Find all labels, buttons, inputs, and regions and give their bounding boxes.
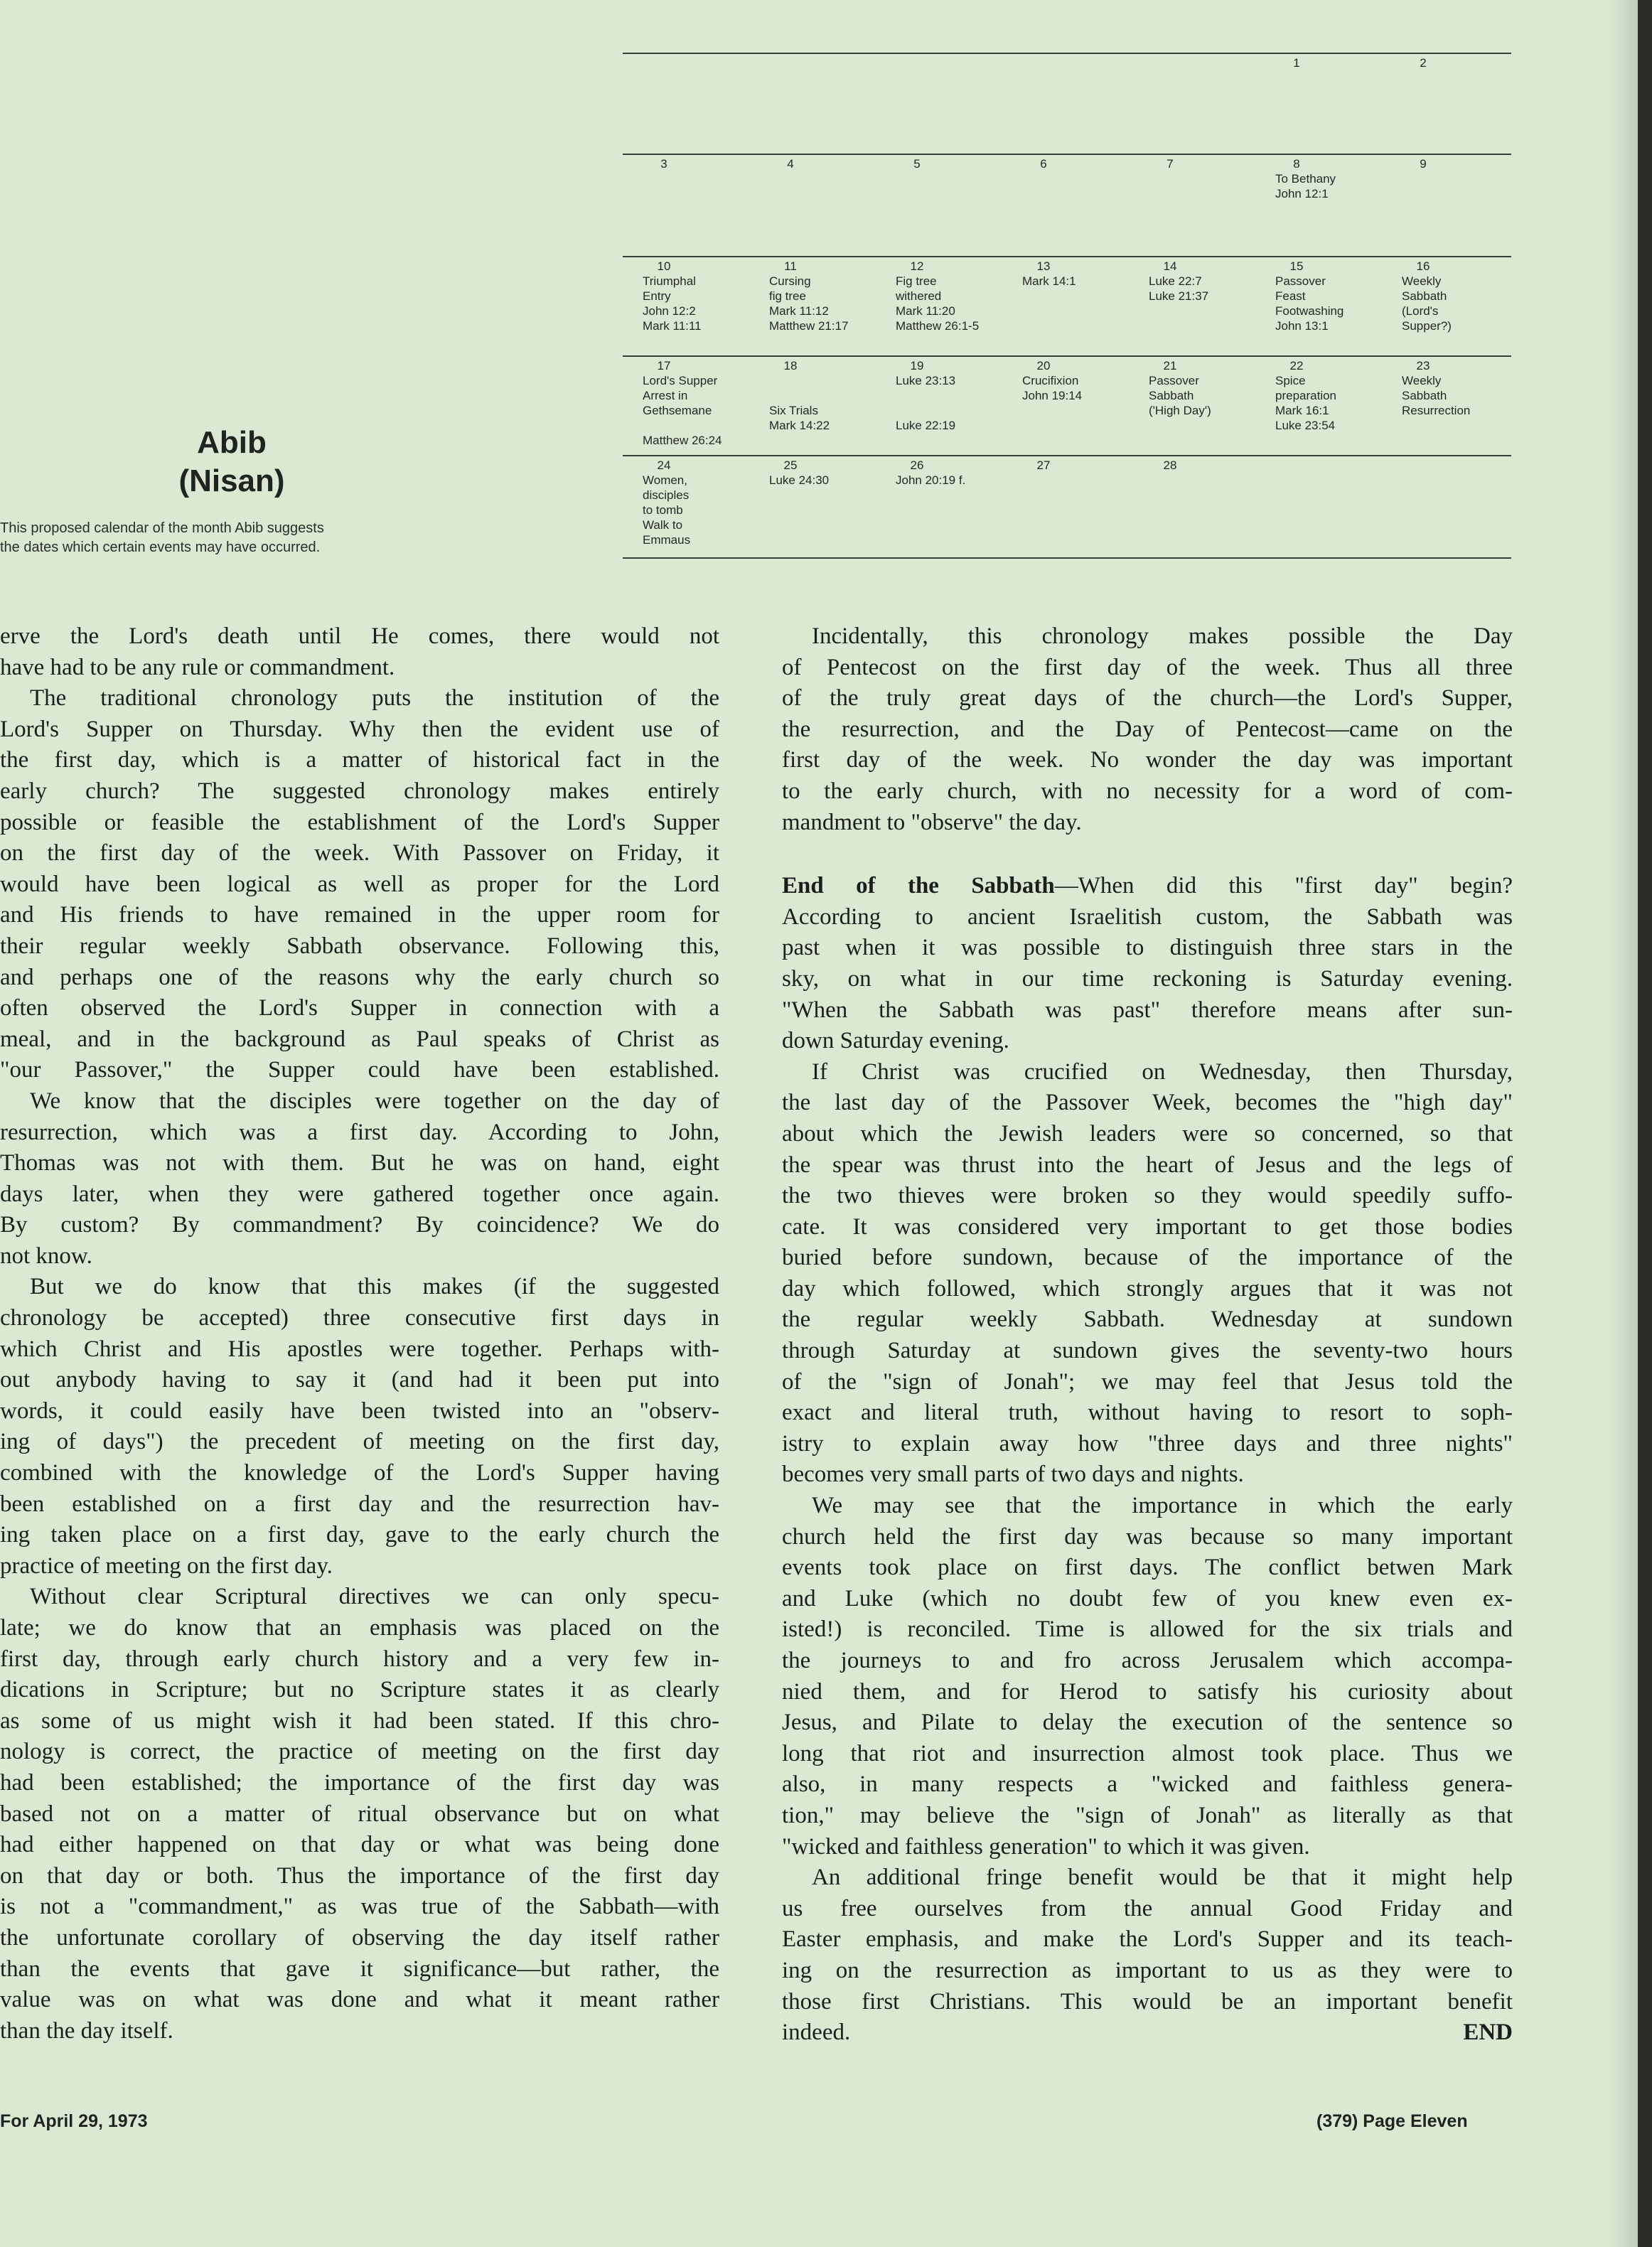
calendar-day-events: To Bethany John 12:1 — [1275, 172, 1336, 200]
calendar-day-cell — [896, 458, 1022, 488]
article-line: Incidentally, this chronology makes possible the Day — [812, 623, 1513, 649]
calendar-row-rule — [623, 355, 1511, 357]
article-line: the journeys to and fro across Jerusalem which accompa- — [782, 1648, 1513, 1673]
calendar-day-number: 4 — [787, 157, 794, 171]
article-line: cate. It was considered very important to get those bodies — [782, 1213, 1513, 1240]
article-line: of the truly great days of the church—the Lord's Supper, — [782, 685, 1513, 712]
calendar-day-cell — [1402, 358, 1528, 418]
article-line: words, it could easily have been twisted into an "observ- — [0, 1398, 719, 1424]
calendar-day-cell — [769, 259, 896, 333]
article-line: than the events that gave it significance—but rather, the — [0, 1956, 719, 1982]
article-line: of the "sign of Jonah"; we may feel that Jesus told the — [782, 1368, 1513, 1395]
calendar-title-line: Abib — [197, 425, 267, 460]
calendar-day-number: 16 — [1416, 259, 1430, 273]
article-line: on the first day of the week. With Passover on Friday, it — [0, 840, 719, 867]
calendar-day-cell — [643, 458, 769, 547]
article-line: "wicked and faithless generation" to which it was given. — [782, 1833, 1310, 1860]
article-line: past when it was possible to distinguish three stars in the — [782, 935, 1513, 961]
article-line: meal, and in the background as Paul speaks of Christ as — [0, 1026, 719, 1052]
calendar-day-cell — [769, 458, 896, 488]
article-left-column — [0, 621, 719, 2047]
calendar-day-number: 2 — [1420, 56, 1427, 70]
calendar-day-cell — [643, 358, 769, 448]
article-line: and His friends to have remained in the upper room for — [0, 902, 719, 928]
article-line: Lord's Supper on Thursday. Why then the evident use of — [0, 716, 719, 742]
article-line: We may see that the importance in which the early — [812, 1493, 1513, 1519]
calendar-day-cell — [1275, 55, 1402, 70]
calendar-day-cell — [896, 259, 1022, 333]
article-line: According to ancient Israelitish custom, the Sabbath was — [782, 903, 1513, 930]
article-line: out anybody having to say it (and had it been put into — [0, 1367, 719, 1393]
calendar-day-number: 26 — [910, 458, 924, 472]
calendar-day-number: 7 — [1166, 157, 1174, 171]
calendar-caption-line: the dates which certain events may have occurred. — [0, 540, 321, 555]
calendar-title — [161, 424, 303, 500]
article-line: day which followed, which strongly argues that it was not — [782, 1275, 1513, 1302]
calendar-day-number: 23 — [1416, 359, 1430, 372]
article-line: exact and literal truth, without having to resort to soph- — [782, 1400, 1513, 1426]
calendar-title-subline: (Nisan) — [178, 463, 285, 498]
article-line: which Christ and His apostles were together. Perhaps with- — [0, 1336, 719, 1362]
calendar-day-number: 10 — [657, 259, 671, 273]
article-line: practice of meeting on the first day. — [0, 1552, 333, 1579]
article-line: first day of the week. No wonder the day was important — [782, 747, 1513, 773]
calendar-day-cell — [1022, 358, 1149, 403]
article-line: early church? The suggested chronology makes entirely — [0, 778, 719, 804]
calendar-day-cell — [896, 358, 1022, 433]
article-line: long that riot and insurrection almost took place. Thus we — [782, 1740, 1513, 1766]
calendar-day-events: Luke 24:30 — [769, 473, 830, 487]
article-line: sky, on what in our time reckoning is Saturday evening. — [782, 965, 1513, 992]
article-line: have had to be any rule or commandment. — [0, 654, 395, 680]
article-line: chronology be accepted) three consecutive first days in — [0, 1305, 719, 1331]
calendar-day-events: Lord's Supper Arrest in Gethsemane Matthew 26:24 — [643, 374, 722, 447]
article-line: istry to explain away how "three days and three nights" — [782, 1430, 1513, 1457]
calendar-day-events: Mark 14:1 — [1022, 274, 1076, 288]
article-line: erve the Lord's death until He comes, there would not — [0, 623, 719, 649]
article-line: days later, when they were gathered together once again. — [0, 1181, 719, 1207]
calendar-day-number: 24 — [657, 458, 671, 472]
article-line: to the early church, with no necessity for a word of com- — [782, 778, 1513, 804]
calendar-day-cell — [769, 156, 896, 171]
calendar-row-rule — [623, 256, 1511, 257]
article-line: based not on a matter of ritual observance but on what — [0, 1801, 719, 1827]
calendar-day-number: 6 — [1040, 157, 1047, 171]
calendar-day-events: Cursing fig tree Mark 11:12 Matthew 21:17 — [769, 274, 849, 333]
article-line: the regular weekly Sabbath. Wednesday at sundown — [782, 1307, 1513, 1333]
binding-shadow — [1609, 0, 1638, 2247]
calendar-row-rule — [623, 455, 1511, 456]
calendar-day-events: Passover Sabbath ('High Day') — [1149, 374, 1211, 417]
article-line: often observed the Lord's Supper in connection with a — [0, 995, 719, 1021]
calendar-day-cell — [1149, 156, 1275, 171]
article-line: combined with the knowledge of the Lord's Supper having — [0, 1460, 719, 1486]
calendar-day-cell — [1022, 156, 1149, 171]
calendar-day-cell — [643, 259, 769, 333]
calendar-day-cell — [896, 156, 1022, 171]
calendar-day-number: 8 — [1293, 157, 1300, 171]
article-line: on that day or both. Thus the importance of the first day — [0, 1862, 719, 1889]
article-line: as some of us might wish it had been stated. If this chro- — [0, 1707, 719, 1734]
article-line: dications in Scripture; but no Scripture states it as clearly — [0, 1677, 719, 1703]
calendar-day-events: John 20:19 f. — [896, 473, 966, 487]
article-line: those first Christians. This would be an important benefit — [782, 1988, 1513, 2015]
article-line: buried before sundown, because of the importance of the — [782, 1245, 1513, 1271]
calendar-day-cell — [1402, 156, 1528, 171]
article-line: about which the Jewish leaders were so concerned, so that — [782, 1120, 1513, 1147]
article-line: But we do know that this makes (if the suggested — [30, 1274, 719, 1300]
article-line: the first day, which is a matter of historical fact in the — [0, 747, 719, 773]
article-line: the spear was thrust into the heart of Jesus and the legs of — [782, 1152, 1513, 1178]
calendar-day-number: 12 — [910, 259, 924, 273]
calendar-day-number: 1 — [1293, 56, 1300, 70]
article-line: not know. — [0, 1243, 92, 1269]
article-line: first day, through early church history and a very few in- — [0, 1646, 719, 1672]
article-line — [782, 2017, 1513, 2049]
article-line: of Pentecost on the first day of the week. Thus all three — [782, 654, 1513, 680]
article-line: ing of days") the precedent of meeting on the first day, — [0, 1429, 719, 1455]
calendar-day-cell — [1022, 259, 1149, 289]
binding-edge — [1638, 0, 1652, 2247]
article-line: the two thieves were broken so they would speedily suffo- — [782, 1183, 1513, 1209]
calendar-day-events: Six Trials Mark 14:22 — [769, 404, 830, 432]
calendar-day-cell — [1402, 55, 1528, 70]
article-line: had been established; the importance of the first day was — [0, 1769, 719, 1796]
article-line: and perhaps one of the reasons why the early church so — [0, 964, 719, 990]
calendar-caption-line: This proposed calendar of the month Abib suggests — [0, 520, 324, 536]
calendar-day-cell — [1149, 458, 1275, 473]
calendar-day-number: 27 — [1036, 458, 1051, 472]
article-line: Thomas was not with them. But he was on hand, eight — [0, 1150, 719, 1176]
section-subhead-line — [782, 871, 1513, 902]
calendar-day-cell — [769, 358, 896, 433]
calendar-day-events: Weekly Sabbath (Lord's Supper?) — [1402, 274, 1452, 333]
article-line: value was on what was done and what it meant rather — [0, 1987, 719, 2013]
calendar-day-number: 28 — [1163, 458, 1177, 472]
article-line: mandment to "observe" the day. — [782, 809, 1082, 835]
calendar-day-cell — [1402, 259, 1528, 333]
calendar-day-events: Weekly Sabbath Resurrection — [1402, 374, 1471, 417]
article-line: the unfortunate corollary of observing the day itself rather — [0, 1924, 719, 1951]
article-line: late; we do know that an emphasis was placed on the — [0, 1615, 719, 1641]
calendar-day-number: 3 — [660, 157, 667, 171]
calendar-day-number: 9 — [1420, 157, 1427, 171]
article-line: The traditional chronology puts the institution of the — [30, 685, 719, 712]
article-line: events took place on first days. The conflict betwen Mark — [782, 1555, 1513, 1581]
section-subhead-text: —When did this "first day" begin? — [1054, 873, 1513, 899]
calendar-day-cell — [1149, 259, 1275, 304]
calendar-day-cell — [1275, 358, 1402, 433]
article-line: down Saturday evening. — [782, 1028, 1009, 1054]
article-line: been established on a first day and the resurrection hav- — [0, 1491, 719, 1517]
calendar-day-number: 15 — [1289, 259, 1304, 273]
article-line: "our Passover," the Supper could have been established. — [0, 1057, 719, 1083]
calendar-day-cell — [1275, 156, 1402, 201]
calendar-day-events: Luke 23:13 Luke 22:19 — [896, 374, 956, 432]
calendar-day-number: 25 — [783, 458, 798, 472]
article-line-text: indeed. — [782, 2020, 851, 2046]
abib-calendar — [623, 53, 1511, 564]
article-line: also, in many respects a "wicked and faithless genera- — [782, 1771, 1513, 1798]
calendar-caption — [0, 519, 483, 557]
article-line: the last day of the Passover Week, becomes the "high day" — [782, 1090, 1513, 1116]
calendar-day-events: Spice preparation Mark 16:1 Luke 23:54 — [1275, 374, 1337, 432]
calendar-day-cell — [1275, 259, 1402, 333]
calendar-day-number: 14 — [1163, 259, 1177, 273]
article-line: church held the first day was because so many important — [782, 1523, 1513, 1550]
article-line: us free ourselves from the annual Good Friday and — [782, 1895, 1513, 1921]
calendar-day-events: Triumphal Entry John 12:2 Mark 11:11 — [643, 274, 702, 333]
article-line: tion," may believe the "sign of Jonah" as literally as that — [782, 1802, 1513, 1828]
section-subhead: End of the Sabbath — [782, 873, 1055, 899]
article-right-column — [782, 621, 1513, 2049]
calendar-day-cell — [1022, 458, 1149, 473]
calendar-day-events: Passover Feast Footwashing John 13:1 — [1275, 274, 1344, 333]
article-line: Jesus, and Pilate to delay the execution of the sentence so — [782, 1710, 1513, 1736]
calendar-day-number: 20 — [1036, 359, 1051, 372]
article-line: We know that the disciples were together on the day of — [30, 1088, 719, 1114]
article-line: "When the Sabbath was past" therefore means after sun- — [782, 997, 1513, 1023]
calendar-day-number: 5 — [913, 157, 921, 171]
calendar-day-number: 22 — [1289, 359, 1304, 372]
article-line: ing taken place on a first day, gave to the early church the — [0, 1522, 719, 1548]
article-line: If Christ was crucified on Wednesday, then Thursday, — [812, 1058, 1513, 1085]
calendar-day-events: Women, disciples to tomb Walk to Emmaus — [643, 473, 691, 547]
article-line: nology is correct, the practice of meeting on the first day — [0, 1739, 719, 1765]
calendar-row-rule — [623, 557, 1511, 559]
calendar-day-events: Fig tree withered Mark 11:20 Matthew 26:1-5 — [896, 274, 980, 333]
article-line: and Luke (which no doubt few of you knew even ex- — [782, 1585, 1513, 1611]
article-line: isted!) is reconciled. Time is allowed for the six trials and — [782, 1616, 1513, 1643]
article-line: had either happened on that day or what was being done — [0, 1832, 719, 1858]
article-line: Without clear Scriptural directives we can only specu- — [30, 1584, 719, 1610]
article-line: is not a "commandment," as was true of the Sabbath—with — [0, 1894, 719, 1920]
footer-date: For April 29, 1973 — [0, 2111, 148, 2131]
calendar-day-cell — [643, 156, 769, 171]
calendar-day-number: 21 — [1163, 359, 1177, 372]
article-line: nied them, and for Herod to satisfy his curiosity about — [782, 1678, 1513, 1705]
article-line: An additional fringe benefit would be that it might help — [812, 1865, 1513, 1891]
footer-page-number: (379) Page Eleven — [1316, 2111, 1468, 2131]
end-mark: END — [1463, 2020, 1513, 2046]
article-line: would have been logical as well as proper for the Lord — [0, 871, 719, 897]
article-line: ing on the resurrection as important to us as they were to — [782, 1957, 1513, 1983]
calendar-day-events: Crucifixion John 19:14 — [1022, 374, 1083, 402]
article-line: Easter emphasis, and make the Lord's Supper and its teach- — [782, 1926, 1513, 1953]
article-line: through Saturday at sundown gives the seventy-two hours — [782, 1338, 1513, 1364]
calendar-day-events: Luke 22:7 Luke 21:37 — [1149, 274, 1209, 303]
calendar-day-number: 11 — [784, 259, 797, 273]
calendar-day-number: 19 — [910, 359, 924, 372]
article-line: By custom? By commandment? By coincidence? We do — [0, 1212, 719, 1238]
calendar-day-cell — [1149, 358, 1275, 418]
article-line: becomes very small parts of two days and nights. — [782, 1462, 1244, 1488]
article-line: than the day itself. — [0, 2017, 173, 2044]
calendar-day-number: 17 — [657, 359, 671, 372]
calendar-day-number: 13 — [1036, 259, 1051, 273]
calendar-day-number: 18 — [783, 359, 798, 372]
article-line: possible or feasible the establishment of the Lord's Supper — [0, 809, 719, 835]
calendar-row-rule — [623, 53, 1511, 54]
calendar-row-rule — [623, 154, 1511, 155]
article-line: resurrection, which was a first day. According to John, — [0, 1119, 719, 1145]
article-line: their regular weekly Sabbath observance. Following this, — [0, 933, 719, 959]
article-line: the resurrection, and the Day of Pentecost—came on the — [782, 716, 1513, 742]
